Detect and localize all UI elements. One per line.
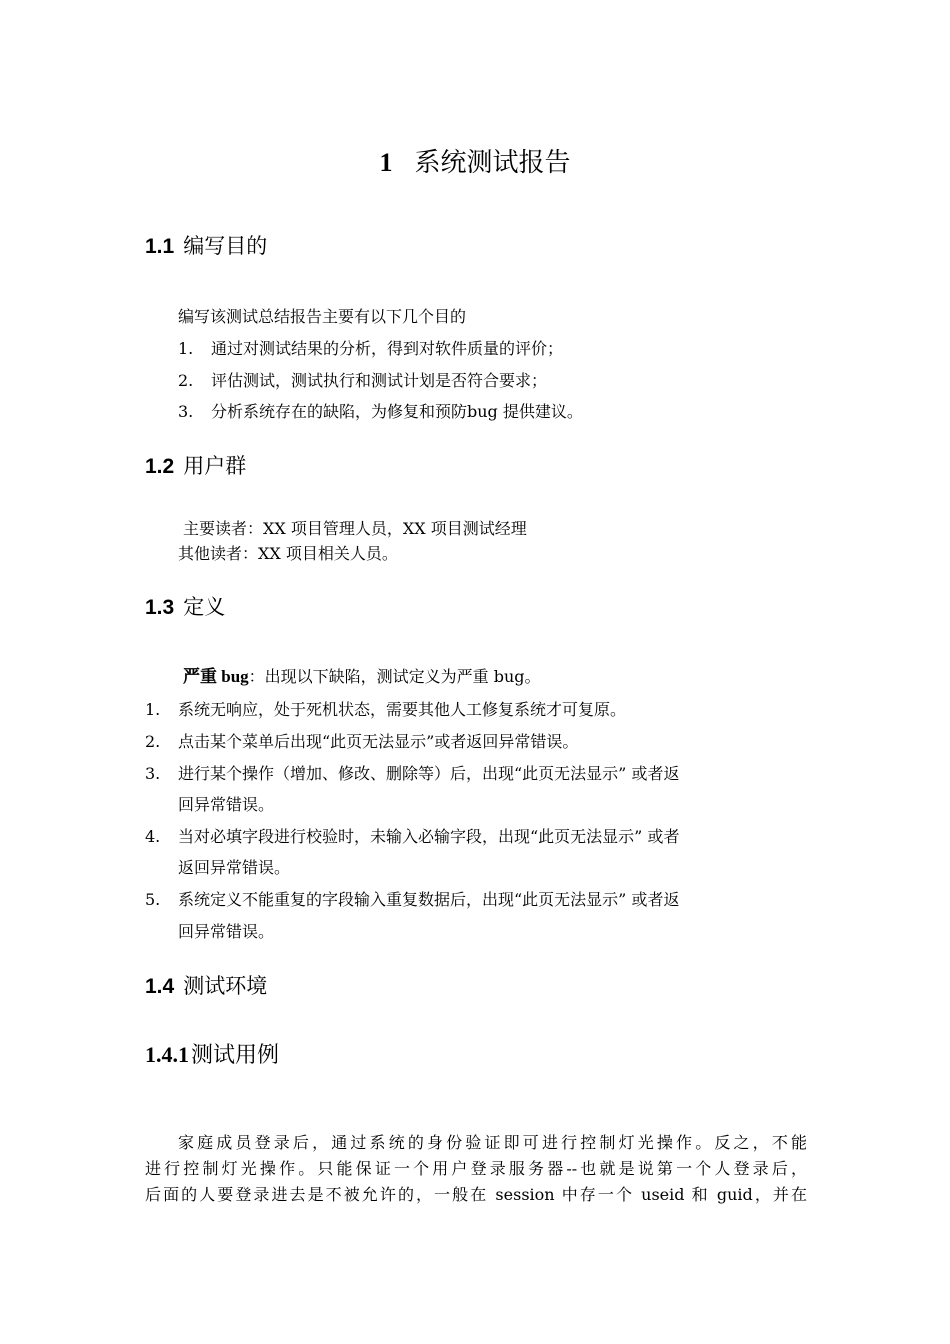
definition-item-continued: 回异常错误。 — [178, 922, 275, 941]
readers-primary: 主要读者：XX 项目管理人员，XX 项目测试经理 — [183, 519, 527, 538]
document-title — [0, 143, 950, 183]
definition-item — [145, 761, 679, 787]
definition-intro — [183, 664, 541, 690]
list-number: 4. — [145, 827, 161, 846]
section-title: 用户群 — [183, 454, 247, 478]
list-text: 系统无响应，处于死机状态，需要其他人工修复系统才可复原。 — [178, 700, 627, 719]
purpose-item — [178, 399, 583, 425]
test-case-paragraph-line: 家庭成员登录后，通过系统的身份验证即可进行控制灯光操作。反之，不能 — [178, 1133, 807, 1152]
list-number: 2. — [178, 371, 194, 390]
definition-item — [145, 824, 679, 850]
test-case-paragraph-line: 进行控制灯光操作。只能保证一个用户登录服务器--也就是说第一个人登录后， — [145, 1159, 807, 1178]
list-number: 5. — [145, 890, 161, 909]
list-number: 2. — [145, 732, 161, 751]
test-case-paragraph-line: 后面的人要登录进去是不被允许的，一般在 session 中存一个 useid 和 guid，并在 — [145, 1185, 807, 1204]
section-heading-1-3 — [145, 592, 225, 623]
section-title: 编写目的 — [183, 234, 268, 258]
section-number: 1.2 — [145, 455, 175, 478]
document-title-number: 1 — [379, 148, 393, 177]
section-heading-1-4 — [145, 971, 267, 1002]
subsection-title: 测试用例 — [191, 1043, 280, 1068]
section-title: 测试环境 — [183, 974, 268, 998]
list-text: 点击某个菜单后出现“此页无法显示”或者返回异常错误。 — [178, 732, 579, 751]
definition-item — [145, 697, 626, 723]
document-title-text: 系统测试报告 — [414, 148, 571, 178]
list-text: 通过对测试结果的分析，得到对软件质量的评价； — [211, 339, 564, 358]
definition-item-continued: 回异常错误。 — [178, 795, 275, 814]
section-number: 1.4 — [145, 975, 175, 998]
definition-term: 严重 bug — [183, 667, 249, 686]
definition-item — [145, 887, 679, 913]
list-text: 进行某个操作（增加、修改、删除等）后，出现“此页无法显示” 或者返 — [178, 764, 680, 783]
list-number: 3. — [178, 402, 194, 421]
subsection-heading-1-4-1 — [145, 1040, 279, 1071]
list-text: 评估测试，测试执行和测试计划是否符合要求； — [211, 371, 548, 390]
readers-other: 其他读者：XX 项目相关人员。 — [178, 544, 398, 563]
purpose-item — [178, 368, 547, 394]
definition-text: ：出现以下缺陷，测试定义为严重 bug。 — [248, 667, 541, 686]
definition-item-continued: 返回异常错误。 — [178, 858, 291, 877]
subsection-number: 1.4.1 — [145, 1042, 189, 1067]
list-number: 3. — [145, 764, 161, 783]
purpose-intro: 编写该测试总结报告主要有以下几个目的 — [178, 307, 467, 326]
list-text: 系统定义不能重复的字段输入重复数据后，出现“此页无法显示” 或者返 — [178, 890, 680, 909]
section-number: 1.3 — [145, 596, 175, 619]
list-text: 当对必填字段进行校验时，未输入必输字段，出现“此页无法显示” 或者 — [178, 827, 680, 846]
purpose-item — [178, 336, 563, 362]
section-number: 1.1 — [145, 235, 175, 258]
list-number: 1. — [145, 700, 161, 719]
list-text: 分析系统存在的缺陷，为修复和预防bug 提供建议。 — [211, 402, 583, 421]
definition-item — [145, 729, 578, 755]
section-title: 定义 — [183, 595, 226, 619]
section-heading-1-1 — [145, 231, 267, 262]
list-number: 1. — [178, 339, 194, 358]
section-heading-1-2 — [145, 451, 246, 482]
